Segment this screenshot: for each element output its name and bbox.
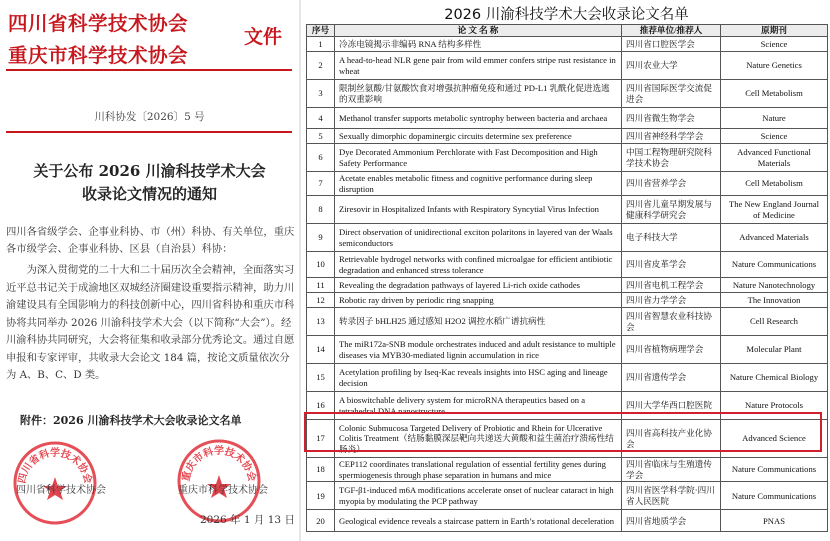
table-row xyxy=(307,293,828,308)
row-number: 10 xyxy=(307,252,335,278)
journal-name: Science xyxy=(721,129,828,144)
row-number: 9 xyxy=(307,224,335,252)
header-institution: 推荐单位/推荐人 xyxy=(622,25,721,37)
table-row xyxy=(307,144,828,172)
paper-title: Robotic ray driven by periodic ring snapping xyxy=(335,293,622,308)
header-no: 序号 xyxy=(307,25,335,37)
paper-title: 冷冻电镜揭示非编码 RNA 结构多样性 xyxy=(335,37,622,52)
table-row xyxy=(307,52,828,80)
row-number: 8 xyxy=(307,196,335,224)
paper-title: TGF-β1-induced m6A modifications accelerate onset of nuclear cataract in high myopia by modulating the PCP pathway xyxy=(335,482,622,510)
journal-name: Advanced Science xyxy=(721,420,828,458)
paper-list-panel xyxy=(303,0,830,541)
recommending-unit: 四川省医学科学院·四川省人民医院 xyxy=(622,482,721,510)
paper-title: Acetylation profiling by Iseq-Kac reveals insights into HSC aging and lineage decision xyxy=(335,364,622,392)
notice-document xyxy=(0,0,299,541)
row-number: 11 xyxy=(307,278,335,293)
table-row xyxy=(307,278,828,293)
journal-name: The New England Journal of Medicine xyxy=(721,196,828,224)
recommending-unit: 四川省力学学会 xyxy=(622,293,721,308)
row-number: 13 xyxy=(307,308,335,336)
table-row xyxy=(307,80,828,108)
row-number: 20 xyxy=(307,510,335,532)
journal-name: Nature Communications xyxy=(721,458,828,482)
document-number: 川科协发〔2026〕5 号 xyxy=(94,111,205,123)
issuer-line-1: 四川省科学技术协会 xyxy=(8,12,189,35)
paper-title: Retrievable hydrogel networks with confined microalgae for efficient antibiotic degradation and enhanced stress tolerance xyxy=(335,252,622,278)
table-row xyxy=(307,108,828,129)
table-row xyxy=(307,364,828,392)
table-row xyxy=(307,308,828,336)
paper-title: Acetate enables metabolic fitness and cognitive performance during sleep disruption xyxy=(335,172,622,196)
paper-title: Colonic Submucosa Targeted Delivery of Probiotic and Rhein for Ulcerative Colitis Treatment（结肠黏膜深层靶向共递送大黄酸和益生菌治疗溃疡性结肠炎） xyxy=(335,420,622,458)
table-row xyxy=(307,392,828,420)
paper-title: Revealing the degradation pathways of layered Li-rich oxide cathodes xyxy=(335,278,622,293)
table-row xyxy=(307,510,828,532)
table-row xyxy=(307,336,828,364)
journal-name: Cell Metabolism xyxy=(721,80,828,108)
recommending-unit: 四川省营养学会 xyxy=(622,172,721,196)
journal-name: The Innovation xyxy=(721,293,828,308)
row-number: 1 xyxy=(307,37,335,52)
table-row xyxy=(307,37,828,52)
paper-title: Methanol transfer supports metabolic syntrophy between bacteria and archaea xyxy=(335,108,622,129)
recommending-unit: 四川省地质学会 xyxy=(622,510,721,532)
recommending-unit: 中国工程物理研究院科学技术协会 xyxy=(622,144,721,172)
paper-title: A head-to-head NLR gene pair from wild emmer confers stripe rust resistance in wheat xyxy=(335,52,622,80)
recommending-unit: 四川省遗传学会 xyxy=(622,364,721,392)
row-number: 14 xyxy=(307,336,335,364)
journal-name: Nature xyxy=(721,108,828,129)
signer-chongqing: 重庆市科学技术协会 xyxy=(178,485,268,496)
issue-date: 2026 年 1 月 13 日 xyxy=(200,514,295,526)
table-row xyxy=(307,129,828,144)
journal-name: Molecular Plant xyxy=(721,336,828,364)
row-number: 2 xyxy=(307,52,335,80)
notice-title-line-2: 收录论文情况的通知 xyxy=(81,185,217,203)
recommending-unit: 四川省国际医学交流促进会 xyxy=(622,80,721,108)
recommending-unit: 四川农业大学 xyxy=(622,52,721,80)
recommending-unit: 电子科技大学 xyxy=(622,224,721,252)
table-row xyxy=(307,420,828,458)
table-row xyxy=(307,224,828,252)
paper-title: Ziresovir in Hospitalized Infants with Respiratory Syncytial Virus Infection xyxy=(335,196,622,224)
row-number: 12 xyxy=(307,293,335,308)
recommending-unit: 四川省微生物学会 xyxy=(622,108,721,129)
issuer-line-2: 重庆市科学技术协会 xyxy=(8,44,189,67)
table-row xyxy=(307,172,828,196)
row-number: 7 xyxy=(307,172,335,196)
journal-name: Nature Chemical Biology xyxy=(721,364,828,392)
panel-divider xyxy=(299,0,301,541)
addressee: 四川各省级学会、企事业科协、市（州）科协、有关单位，重庆各市级学会、企事业科协、区县（自治县）科协： xyxy=(6,226,295,255)
header-paper: 论 文 名 称 xyxy=(335,25,622,37)
paper-title: Geological evidence reveals a staircase pattern in Earth’s rotational deceleration xyxy=(335,510,622,532)
journal-name: PNAS xyxy=(721,510,828,532)
row-number: 15 xyxy=(307,364,335,392)
journal-name: Advanced Materials xyxy=(721,224,828,252)
table-row xyxy=(307,482,828,510)
paper-title: Dye Decorated Ammonium Perchlorate with Fast Decomposition and High Safety Performance xyxy=(335,144,622,172)
table-row xyxy=(307,196,828,224)
recommending-unit: 四川省神经科学学会 xyxy=(622,129,721,144)
document-label: 文件 xyxy=(244,26,283,48)
red-rule-bottom xyxy=(6,131,292,133)
notice-body: 为深入贯彻党的二十大和二十届历次全会精神，全面落实习近平总书记关于成渝地区双城经济圈建设重要指示精神，助力川渝建设具有全国影响力的科技创新中心，四川省科协和重庆市科协将共同举办 2026 川渝科技学术大会（以下简称“大会”）。经川渝科协共同研究，大会将征集和收录部分优秀论文。通过自愿申报和专家评审，共收录大会论文 184 篇，按论文质量依次分为 A、B、C、D 类。 xyxy=(6,264,295,381)
recommending-unit: 四川省皮革学会 xyxy=(622,252,721,278)
recommending-unit: 四川省口腔医学会 xyxy=(622,37,721,52)
journal-name: Advanced Functional Materials xyxy=(721,144,828,172)
journal-name: Science xyxy=(721,37,828,52)
seal-1-text: 四川省科学技术协会 xyxy=(16,448,94,485)
paper-title: A bioswitchable delivery system for microRNA therapeutics based on a tetrahedral DNA nanostructure xyxy=(335,392,622,420)
recommending-unit: 四川省智慧农业科技协会 xyxy=(622,308,721,336)
notice-title-line-1: 关于公布 2026 川渝科技学术大会 xyxy=(33,162,266,180)
recommending-unit: 四川省高科技产业化协会 xyxy=(622,420,721,458)
paper-title: Sexually dimorphic dopaminergic circuits determine sex preference xyxy=(335,129,622,144)
table-row xyxy=(307,252,828,278)
journal-name: Nature Communications xyxy=(721,252,828,278)
recommending-unit: 四川大学华西口腔医院 xyxy=(622,392,721,420)
journal-name: Nature Communications xyxy=(721,482,828,510)
recommending-unit: 四川省儿童早期发展与健康科学研究会 xyxy=(622,196,721,224)
paper-title: Direct observation of unidirectional exciton polaritons in layered van der Waals semiconductors xyxy=(335,224,622,252)
row-number: 3 xyxy=(307,80,335,108)
paper-title: 限制丝氨酸/甘氨酸饮食对增强抗肿瘤免疫和通过 PD-L1 乳酰化促进选逃的双重影响 xyxy=(335,80,622,108)
journal-name: Nature Nanotechnology xyxy=(721,278,828,293)
paper-title: CEP112 coordinates translational regulation of essential fertility genes during spermiogenesis through phase separation in humans and mice xyxy=(335,458,622,482)
journal-name: Cell Metabolism xyxy=(721,172,828,196)
row-number: 17 xyxy=(307,420,335,458)
header-journal: 原期刊 xyxy=(721,25,828,37)
journal-name: Nature Genetics xyxy=(721,52,828,80)
row-number: 18 xyxy=(307,458,335,482)
table-title: 2026 川渝科技学术大会收录论文名单 xyxy=(444,7,689,23)
recommending-unit: 四川省植物病理学会 xyxy=(622,336,721,364)
table-header-row xyxy=(307,25,828,37)
row-number: 5 xyxy=(307,129,335,144)
recommending-unit: 四川省临床与生殖遗传学会 xyxy=(622,458,721,482)
journal-name: Cell Research xyxy=(721,308,828,336)
accepted-papers-table xyxy=(306,24,828,532)
row-number: 19 xyxy=(307,482,335,510)
table-row xyxy=(307,458,828,482)
recommending-unit: 四川省电机工程学会 xyxy=(622,278,721,293)
row-number: 4 xyxy=(307,108,335,129)
red-rule-top xyxy=(6,69,292,71)
row-number: 6 xyxy=(307,144,335,172)
paper-title: 转录因子 bHLH25 通过感知 H2O2 调控水稻广谱抗病性 xyxy=(335,308,622,336)
paper-title: The miR172a-SNB module orchestrates induced and adult resistance to multiple diseases via MYB30-mediated lignin accumulation in rice xyxy=(335,336,622,364)
journal-name: Nature Protocols xyxy=(721,392,828,420)
seal-2-text: 重庆市科学技术协会 xyxy=(180,446,258,483)
row-number: 16 xyxy=(307,392,335,420)
signer-sichuan: 四川省科学技术协会 xyxy=(16,485,106,496)
attachment-line: 附件：2026 川渝科技学术大会收录论文名单 xyxy=(20,414,242,427)
